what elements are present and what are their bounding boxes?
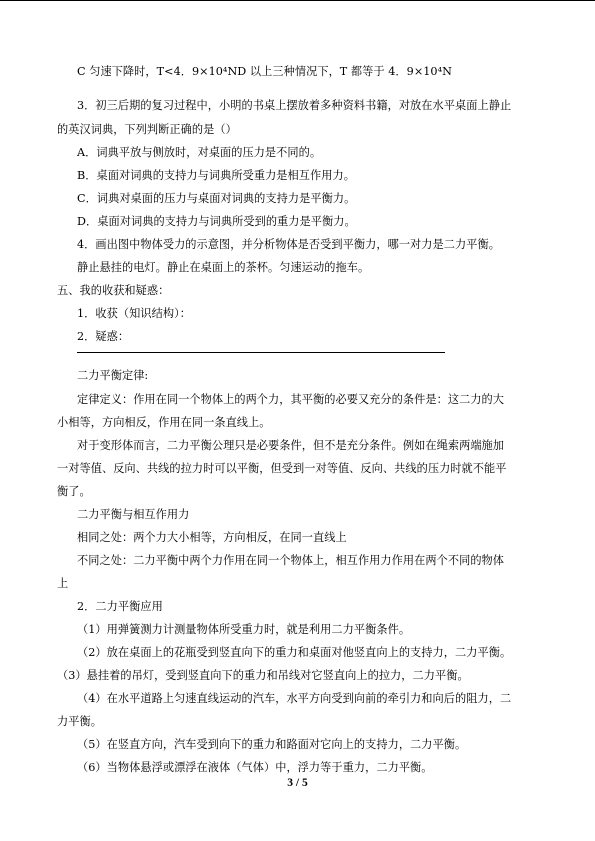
subheading: 2．二力平衡应用 xyxy=(77,600,163,613)
text-line: 不同之处：二力平衡中两个力作用在同一个物体上，相互作用力作用在两个不同的物体 xyxy=(77,554,505,567)
text-line: 一对等值、反向、共线的拉力时可以平衡，但受到一对等值、反向、共线的压力时就不能平 xyxy=(57,462,507,475)
list-item: （1）用弹簧测力计测量物体所受重力时，就是利用二力平衡条件。 xyxy=(77,623,411,636)
text-line: 1．收获（知识结构）： xyxy=(77,307,191,320)
list-item: （2）放在桌面上的花瓶受到竖直向下的重力和桌面对他竖直向上的支持力，二力平衡。 xyxy=(77,646,512,659)
option-a: A．词典平放与侧放时，对桌面的压力是不同的。 xyxy=(77,146,322,159)
text-line: 小相等，方向相反，作用在同一条直线上。 xyxy=(57,416,271,429)
list-item: （5）在竖直方向，汽车受到向下的重力和路面对它向上的支持力，二力平衡。 xyxy=(77,738,467,751)
section-heading: 五、我的收获和疑惑： xyxy=(57,284,170,297)
text-line: 定律定义：作用在同一个物体上的两个力，其平衡的必要又充分的条件是：这二力的大 xyxy=(77,393,505,406)
text-line: 静止悬挂的电灯。静止在桌面上的茶杯。匀速运动的拖车。 xyxy=(77,261,370,274)
question-4: 4．画出图中物体受力的示意图，并分析物体是否受到平衡力，哪一对力是二力平衡。 xyxy=(77,238,500,251)
text-line: 对于变形体而言，二力平衡公理只是必要条件，但不是充分条件。例如在绳索两端施加 xyxy=(77,439,505,452)
text-line: C 匀速下降时，T<4．9×10⁴ND 以上三种情况下，T 都等于 4．9×10⁴N xyxy=(77,65,452,78)
list-item: （4）在水平道路上匀速直线运动的汽车，水平方向受到向前的牵引力和向后的阻力，二 xyxy=(77,692,512,705)
page-number: 3 / 5 xyxy=(287,777,308,789)
text-line: 衡了。 xyxy=(57,485,91,498)
text-line: 力平衡。 xyxy=(57,715,102,728)
option-d: D．桌面对词典的支持力与词典所受到的重力是平衡力。 xyxy=(77,215,356,228)
header-rule xyxy=(0,0,595,1)
option-b: B．桌面对词典的支持力与词典所受重力是相互作用力。 xyxy=(77,169,355,182)
list-item: （6）当物体悬浮或漂浮在液体（气体）中，浮力等于重力，二力平衡。 xyxy=(77,761,433,774)
text-line: 2．疑惑： xyxy=(77,330,130,343)
text-line: 的英汉词典，下列判断正确的是（） xyxy=(57,123,237,136)
text-line: 上 xyxy=(57,577,69,590)
list-item: （3）悬挂着的吊灯，受到竖直向下的重力和吊线对它竖直向上的拉力，二力平衡。 xyxy=(57,669,469,682)
text-line: 相同之处：两个力大小相等，方向相反，在同一直线上 xyxy=(77,531,347,544)
option-c: C．词典对桌面的压力与桌面对词典的支持力是平衡力。 xyxy=(77,192,356,205)
subheading: 二力平衡定律: xyxy=(77,369,149,382)
answer-line xyxy=(77,352,445,353)
subheading: 二力平衡与相互作用力 xyxy=(77,508,190,521)
question-3: 3．初三后期的复习过程中，小明的书桌上摆放着多种资料书籍，对放在水平桌面上静止 xyxy=(77,99,512,112)
